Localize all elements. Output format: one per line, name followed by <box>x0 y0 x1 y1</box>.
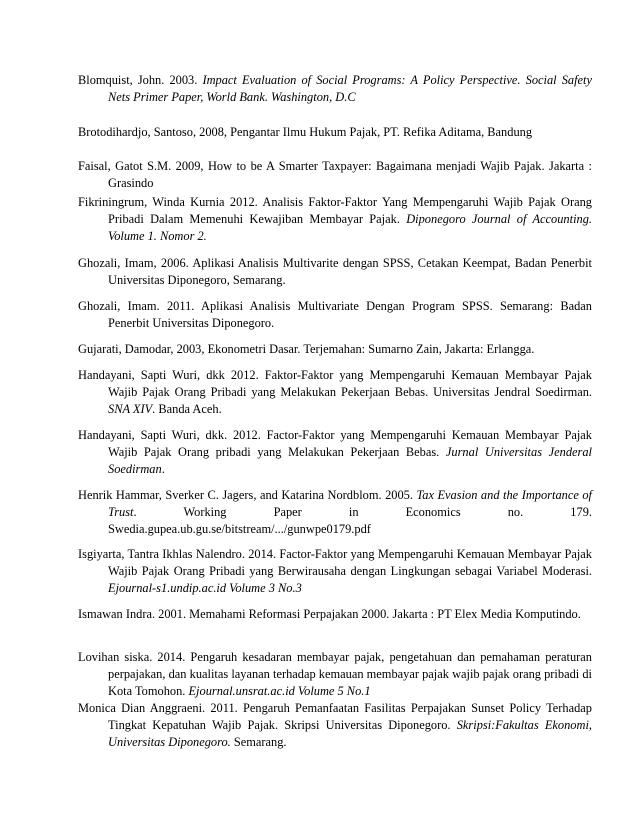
reference-text: Faisal, Gatot S.M. 2009, How to be A Smarter Taxpayer: Bagaimana menjadi Wajib Pajak. Jakarta : Grasindo <box>78 159 592 190</box>
reference-italic: Tax Evasion and the Importance of Trust <box>108 488 592 519</box>
reference-text: Handayani, Sapti Wuri, dkk 2012. Faktor-Faktor yang Mempengaruhi Kemauan Membayar Pajak Wajib Pajak Orang Pribadi yang Melakukan Pekerjaan Bebas. Universitas Jendral Soedirman. <box>78 368 592 399</box>
reference-text: Gujarati, Damodar, 2003, Ekonometri Dasar. Terjemahan: Sumarno Zain, Jakarta: Erlangga. <box>78 342 535 356</box>
reference-italic: Skripsi:Fakultas Ekonomi, Universitas Diponegoro. <box>108 717 592 749</box>
reference-entry <box>78 194 592 244</box>
reference-text-tail: . Working Paper in Economics no. 179. Swedia.gupea.ub.gu.se/bitstream/.../gunwpe0179.pdf <box>108 504 592 536</box>
reference-italic: Impact Evaluation of Social Programs: A Policy Perspective. Social Safety Nets Primer Paper, World Bank. Washington, D.C <box>108 73 593 104</box>
reference-text: Fikriningrum, Winda Kurnia 2012. Analisis Faktor-Faktor Yang Mempengaruhi Wajib Pajak Orang Pribadi Dalam Memenuhi Kewajiban Membayar Pajak. <box>78 195 592 226</box>
reference-entry <box>78 124 592 141</box>
reference-entry <box>78 72 592 106</box>
reference-entry <box>78 649 592 699</box>
reference-text: Ghozali, Imam. 2011. Aplikasi Analisis Multivariate Dengan Program SPSS. Semarang: Badan Penerbit Universitas Diponegoro. <box>78 299 592 330</box>
reference-italic: Ejournal-s1.undip.ac.id Volume 3 No.3 <box>108 580 302 595</box>
reference-text: Isgiyarta, Tantra Ikhlas Nalendro. 2014. Factor-Faktor yang Mempengaruhi Kemauan Membayar Pajak Wajib Pajak Orang Pribadi yang Berwirausaha dengan Lingkungan sebagai Variabel Moderasi. <box>78 547 592 578</box>
reference-italic: SNA XIV <box>108 401 153 416</box>
reference-text: Brotodihardjo, Santoso, 2008, Pengantar Ilmu Hukum Pajak, PT. Refika Aditama, Bandung <box>78 125 533 139</box>
reference-entry <box>78 367 592 417</box>
reference-entry <box>78 700 592 750</box>
reference-entry <box>78 158 592 192</box>
reference-entry <box>78 255 592 289</box>
reference-entry <box>78 487 592 537</box>
reference-italic: Diponegoro Journal of Accounting. Volume 1. Nomor 2. <box>108 211 592 243</box>
reference-text: Ismawan Indra. 2001. Memahami Reformasi Perpajakan 2000. Jakarta : PT Elex Media Komputindo. <box>78 607 581 621</box>
reference-text-tail: . <box>161 461 165 476</box>
reference-text-tail: . Banda Aceh. <box>152 401 222 416</box>
reference-text: Ghozali, Imam, 2006. Aplikasi Analisis Multivarite dengan SPSS, Cetakan Keempat, Badan Penerbit Universitas Diponegoro, Semarang. <box>78 256 592 287</box>
reference-italic: Jurnal Universitas Jenderal Soedirman <box>108 444 592 476</box>
reference-text: Handayani, Sapti Wuri, dkk. 2012. Factor-Faktor yang Mempengaruhi Kemauan Membayar Pajak Wajib Pajak Orang pribadi yang Melakukan Pekerjaan Bebas. <box>78 428 592 459</box>
reference-entry <box>78 427 592 477</box>
reference-text: Henrik Hammar, Sverker C. Jagers, and Katarina Nordblom. 2005. <box>78 488 417 502</box>
reference-entry <box>78 606 592 623</box>
reference-text: Blomquist, John. 2003. <box>78 73 203 87</box>
reference-italic: Ejournal.unsrat.ac.id Volume 5 No.1 <box>188 683 371 698</box>
reference-entry <box>78 298 592 332</box>
reference-text: Monica Dian Anggraeni. 2011. Pengaruh Pemanfaatan Fasilitas Perpajakan Sunset Policy Terhadap Tingkat Kepatuhan Wajib Pajak. Skripsi Universitas Diponegoro. <box>78 701 592 732</box>
reference-entry <box>78 341 592 358</box>
reference-text-tail: Semarang. <box>230 734 287 749</box>
reference-entry <box>78 546 592 596</box>
reference-text: Lovihan siska. 2014. Pengaruh kesadaran membayar pajak, pengetahuan dan pemahaman peraturan perpajakan, dan kualitas layanan terhadap kemauan membayar pajak wajib pajak orang pribadi di Kota Tomohon. <box>78 650 592 698</box>
